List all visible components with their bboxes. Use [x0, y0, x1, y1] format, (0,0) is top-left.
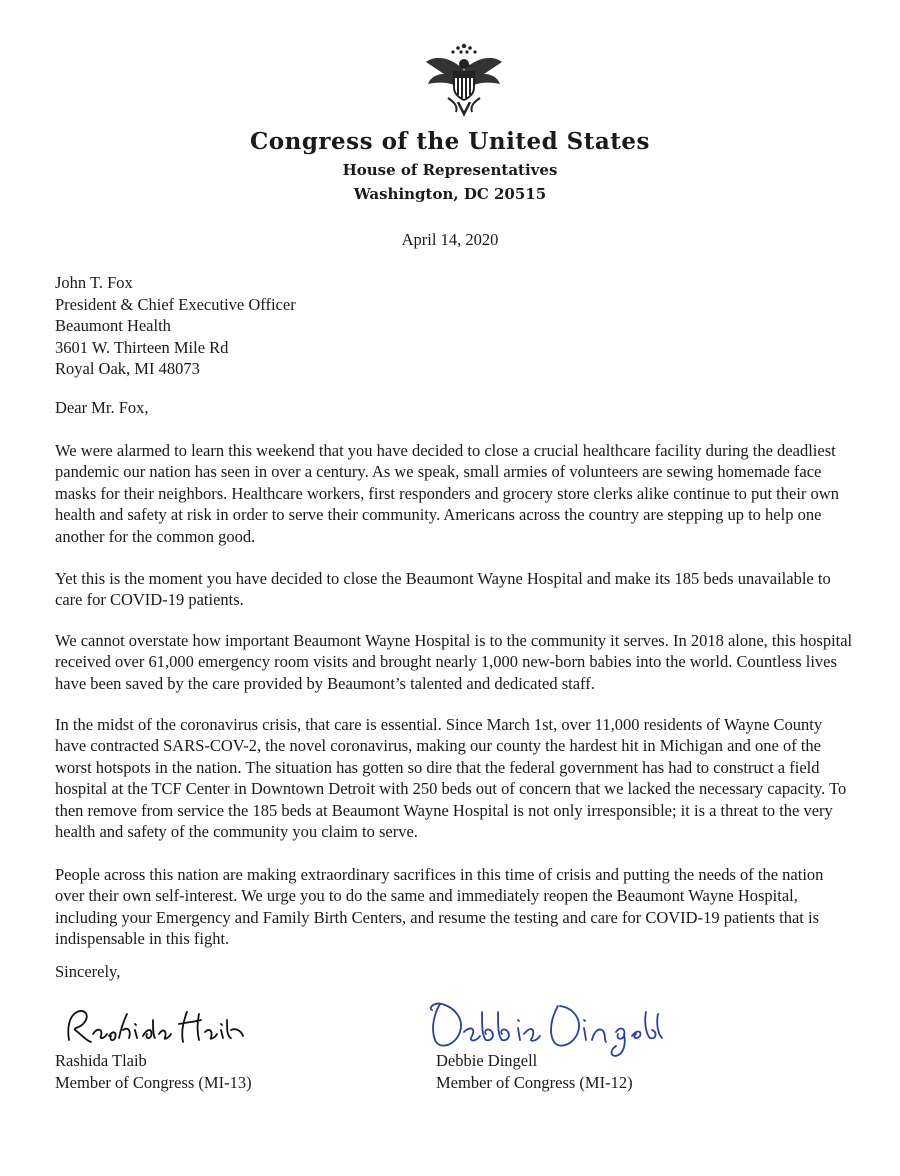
recipient-street: 3601 W. Thirteen Mile Rd: [55, 337, 229, 357]
letterhead-address: Washington, DC 20515: [353, 185, 547, 203]
signer-block: [55, 1050, 252, 1093]
letter-date: April 14, 2020: [401, 230, 499, 249]
body-paragraph: Yet this is the moment you have decided to close the Beaumont Wayne Hospital and make its 185 beds unavailable to care for COVID-19 patients.: [55, 569, 831, 610]
letterhead-congress: Congress of the United States: [249, 128, 651, 155]
signer-block: [436, 1050, 633, 1093]
letterhead-house: House of Representatives: [342, 161, 558, 179]
signer-name: Rashida Tlaib: [55, 1051, 147, 1070]
signer-name: Debbie Dingell: [436, 1051, 538, 1070]
signer-title: Member of Congress (MI-12): [436, 1072, 633, 1092]
body-paragraph: We were alarmed to learn this weekend that you have decided to close a crucial healthcare facility during the deadliest pandemic our nation has seen in over a century. As we speak, small armies of volunteers are sewing homemade face masks for their neighbors. Healthcare workers, first responders and grocery store clerks alike continue to put their own health and safety at risk in order to serve their community. Americans across the country are stepping up to help one another for the common good.: [55, 441, 839, 546]
salutation: Dear Mr. Fox,: [55, 398, 149, 417]
recipient-city: Royal Oak, MI 48073: [55, 359, 200, 378]
body-paragraph: People across this nation are making extraordinary sacrifices in this time of crisis and putting the needs of the nation over their own self-interest. We urge you to do the same and immediately reopen the Beaumont Wayne Hospital, including your Emergency and Family Birth Centers, and resume the testing and care for COVID-19 patients that is indispensable in this fight.: [55, 865, 824, 949]
recipient-name: John T. Fox: [55, 273, 133, 292]
eagle-seal-icon: [418, 40, 510, 120]
signature-debbie-dingell: [420, 992, 670, 1058]
body-paragraph: In the midst of the coronavirus crisis, that care is essential. Since March 1st, over 11,000 residents of Wayne County have contracted SARS-COV-2, the novel coronavirus, making our county the hardest hit in Michigan and one of the worst hotspots in the nation. The situation has gotten so dire that the federal government has had to construct a field hospital at the TCF Center in Downtown Detroit with 250 beds out of concern that we lacked the necessary capacity. To then remove from service the 185 beds at Beaumont Wayne Hospital is not only irresponsible; it is a threat to the very health and safety of the community you claim to serve.: [55, 715, 847, 842]
closing: Sincerely,: [55, 962, 121, 981]
signer-title: Member of Congress (MI-13): [55, 1072, 252, 1092]
recipient-title: President & Chief Executive Officer: [55, 294, 296, 314]
signature-rashida-tlaib: [55, 1000, 275, 1050]
recipient-address: [55, 272, 296, 380]
recipient-org: Beaumont Health: [55, 316, 171, 335]
body-paragraph: We cannot overstate how important Beaumont Wayne Hospital is to the community it serves. In 2018 alone, this hospital received over 61,000 emergency room visits and brought nearly 1,000 new-born babies into the world. Countless lives have been saved by the care provided by Beaumont’s talented and dedicated staff.: [55, 631, 853, 693]
